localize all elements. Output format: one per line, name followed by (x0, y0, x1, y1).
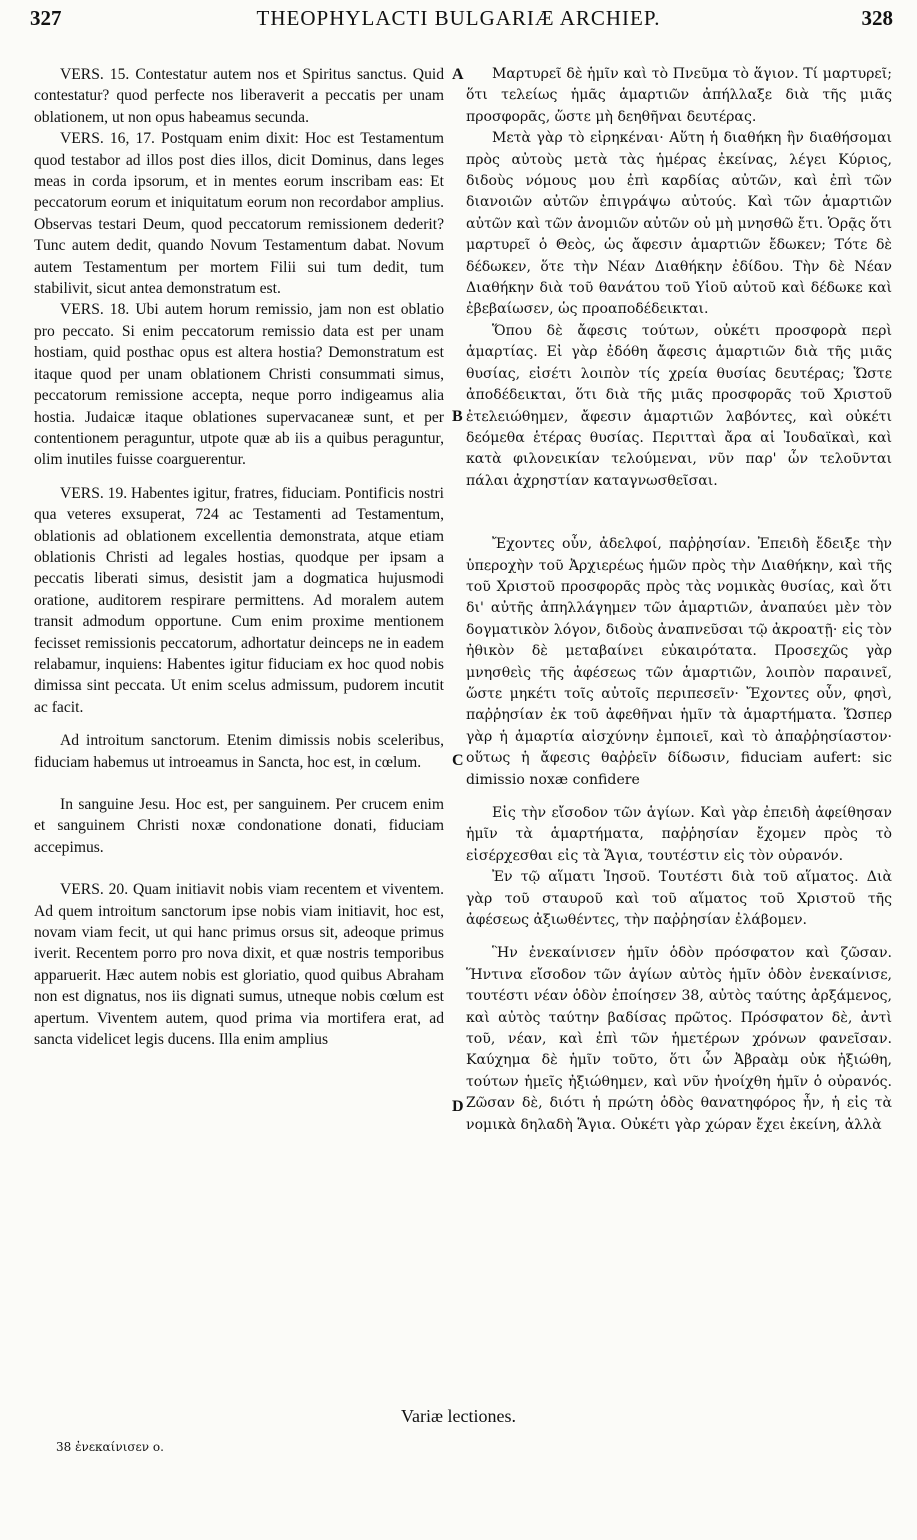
latin-paragraph: VERS. 20. Quam initiavit nobis viam recentem et viventem. Ad quem introitum sanctorum ipse nobis viam initiavit, hoc est, novam viam fecit, ut qui hanc primus orsus sit, adeoque primus iverit. Recentem porro pro nova dixit, et quæ nostris temporibus apparuerit. Hæc autem nobis est gloriatio, quod quibus Abraham non est dignatus, nos iis dignati sumus, utneque nobis cœlum est apertum. Viventem autem, quod prima via mortifera erat, ad sancta videlicet legis ducens. Illa enim amplius (34, 881, 444, 1049)
latin-paragraph: Ad introitum sanctorum. Etenim dimissis nobis sceleribus, fiduciam habemus ut introeamus in Sancta, hoc est, in cœlum. (34, 732, 444, 771)
latin-paragraph: VERS. 18. Ubi autem horum remissio, jam non est oblatio pro peccato. Si enim peccatorum remissio data est per unam hostiam, quid posthac opus est altera hostia? Demonstratum est itaque quod per unam oblationem Christi consummati simus, peccatorum remissione accepta, neque porro indigeamus alia hostia. Judaicæ itaque oblationes supervacaneæ sunt, et per contentionem peraguntur, utpote quæ ab iis a quibus peraguntur, olim inutiles fuisse coarguerentur. (34, 301, 444, 469)
margin-marker: A (452, 66, 464, 83)
greek-paragraph: Μαρτυρεῖ δὲ ἡμῖν καὶ τὸ Πνεῦμα τὸ ἅγιον. Τί μαρτυρεῖ; ὅτι τελείως ἡμᾶς ἁμαρτιῶν ἀπήλλαξε διὰ τῆς μιᾶς προσφορᾶς, ὥστε μὴ δεηθῆναι δευτέρας. (466, 66, 892, 125)
margin-marker: B (452, 408, 463, 425)
page-number-right: 328 (861, 6, 893, 30)
latin-column (34, 64, 444, 1050)
latin-paragraph: VERS. 19. Habentes igitur, fratres, fiduciam. Pontificis nostri qua veteres exsuperat, 724 ac Testamenti ad Testamentum, oblationis ad oblationem excellentia demonstrata, atque etiam oblationis Christi ad legales hostias, quodque per ipsam a peccatis liberati simus, desistit jam a dogmatica hujusmodi oratione, auditorem respirare permittens. Ad moralem autem transit admodum opportune. Cum enim proxime mentionem fecisset remissionis peccatorum, adhortatur deinceps ne in eadem relabamur, inquiens: Habentes igitur fiduciam ex hoc quod nobis dimissa sint peccata. Ut enim scelus admissum, pudorem incutit ac facit. (34, 484, 444, 716)
running-title: THEOPHYLACTI BULGARIÆ ARCHIEP. (256, 6, 661, 30)
latin-paragraph: In sanguine Jesu. Hoc est, per sanguinem. Per crucem enim et sanguinem Christi noxæ condonatione donati, fiduciam accepimus. (34, 796, 444, 856)
greek-paragraph: Εἰς τὴν εἴσοδον τῶν ἁγίων. Καὶ γὰρ ἐπειδὴ ἀφείθησαν ἡμῖν τὰ ἁμαρτήματα, παῤῥησίαν ἔχομεν πρὸς τὸ εἰσέρχεσθαι εἰς τὰ Ἅγια, τουτέστιν εἰς τὸν οὐρανόν. (466, 805, 892, 864)
greek-paragraph: Ὅπου δὲ ἄφεσις τούτων, οὐκέτι προσφορὰ περὶ ἁμαρτίας. Εἰ γὰρ ἐδόθη ἄφεσις ἁμαρτιῶν διὰ τῆς μιᾶς θυσίας, εἰσέτι λοιπὸν τίς χρεία θυσίας δευτέρας; Ὥστε ἀποδέδεικται, ὅτι διὰ τῆς μιᾶς προσφορᾶς τοῦ Χριστοῦ ἐτελειώθημεν, ἄφεσιν ἁμαρτιῶν λαβόντες, καὶ οὐκέτι δεόμεθα ἑτέρας θυσίας. Περιτταὶ ἄρα αἱ Ἰουδαϊκαὶ, καὶ κατὰ φιλονεικίαν τελούμεναι, νῦν παρ' ὧν τελοῦνται πάλαι ἀχρηστίαν καταγνωσθεῖσαι. (466, 322, 892, 489)
greek-paragraph: Μετὰ γὰρ τὸ εἰρηκέναι· Αὕτη ἡ διαθήκη ἣν διαθήσομαι πρὸς αὐτοὺς μετὰ τὰς ἡμέρας ἐκείνας, λέγει Κύριος, διδοὺς νόμους μου ἐπὶ καρδίας αὐτῶν, καὶ ἐπὶ τῶν διανοιῶν αὐτῶν ἐπιγράψω αὐτούς. Καὶ τῶν ἁμαρτιῶν αὐτῶν καὶ τῶν ἀνομιῶν αὐτῶν οὐ μὴ μνησθῶ ἔτι. Ὁρᾷς ὅτι μαρτυρεῖ ὁ Θεὸς, ὡς ἄφεσιν ἁμαρτιῶν ἔδωκεν; Τότε δὲ δέδωκεν, ὅτε τὴν Νέαν Διαθήκην ἐδίδου. Τὴν δὲ Νέαν Διαθήκην διὰ τοῦ θανάτου τοῦ Υἱοῦ αὐτοῦ καὶ δέδωκε καὶ ἐβεβαίωσεν, ὡς προαποδέδεικται. (466, 130, 892, 318)
margin-marker: C (452, 752, 464, 769)
greek-paragraph: Ἣν ἐνεκαίνισεν ἡμῖν ὁδὸν πρόσφατον καὶ ζῶσαν. Ἥντινα εἴσοδον τῶν ἁγίων αὐτὸς ἡμῖν ὁδὸν ἐνεκαίνισε, τουτέστι νέαν ὁδὸν ἐποίησεν 38, αὐτὸς ταύτης ἀρξάμενος, καὶ αὐτὸς ταύτην βαδίσας πρῶτος. Πρόσφατον δὲ, ἀντὶ τοῦ, νέαν, καὶ ἐπὶ τῶν ἡμετέρων χρόνων φανεῖσαν. Καύχημα δὲ ἡμῖν τοῦτο, ὅτι ὧν Ἀβραὰμ οὐκ ἠξιώθη, τούτων ἡμεῖς ἠξιώθημεν, καὶ νῦν ἠνοίχθη ἡμῖν ὁ οὐρανός. Ζῶσαν δὲ, διότι ἡ πρώτη ὁδὸς θανατηφόρος ἦν, ἡ εἰς τὰ νομικὰ δηλαδὴ Ἅγια. Οὐκέτι γὰρ χώραν ἔχει ἐκείνη, ἀλλὰ (466, 945, 892, 1133)
page-number-left: 327 (30, 6, 62, 30)
greek-paragraph: Ἔχοντες οὖν, ἀδελφοί, παῤῥησίαν. Ἐπειδὴ ἔδειξε τὴν ὑπεροχὴν τοῦ Ἀρχιερέως ἡμῶν πρὸς τὴν Διαθήκην, καὶ τῆς τοῦ Χριστοῦ προσφορᾶς πρὸς τὰς νομικὰς θυσίας, καὶ ὅτι δι' αὐτῆς ἀπηλλάγημεν τῶν ἁμαρτιῶν, ἀναπαύει μὲν τὸν δογματικὸν λόγον, διδοὺς ἀναπνεῦσαι τῷ ἀκροατῇ· εἰς τὸν ἠθικὸν δὲ μεταβαίνει εὐκαιρότατα. Προσεχῶς γὰρ μνησθεὶς τῆς ἀφέσεως τῶν ἁμαρτιῶν, λοιπὸν παραινεῖ, ὥστε μηκέτι τοῖς αὐτοῖς περιπεσεῖν· Ἔχοντες οὖν, φησὶ, παῤῥησίαν ἐκ τοῦ ἀφεθῆναι ἡμῖν τὰ ἁμαρτήματα. Ὥσπερ γὰρ ἡ ἁμαρτία αἰσχύνην ἐμποιεῖ, καὶ τὸ ἀπαῤῥησίαστον· οὕτως ἡ ἄφεσις θαῤῥεῖν δίδωσιν, fiduciam aufert: sic dimissio noxæ confidere (466, 536, 892, 788)
greek-paragraph: Ἐν τῷ αἵματι Ἰησοῦ. Τουτέστι διὰ τοῦ αἵματος. Διὰ γὰρ τοῦ σταυροῦ καὶ τοῦ αἵματος τοῦ Χριστοῦ τῆς ἀφέσεως ἀξιωθέντες, τὴν παῤῥησίαν ἐλάβομεν. (466, 869, 892, 929)
latin-paragraph: VERS. 16, 17. Postquam enim dixit: Hoc est Testamentum quod testabor ad illos post dies illos, dicit Dominus, dans leges meas in corda ipsorum, et in mentes eorum inscribam eas: Et peccatorum eorum et iniquitatum eorum non recordabor amplius. Observas testari Deum, quod peccatorum remissionem dederit? Tunc autem dedit, quando Novum Testamentum dabat. Novum autem Testamentum per mortem Filii sui tum dedit, tum stabilivit, sicut antea demonstratum est. (34, 130, 444, 298)
greek-column (466, 64, 892, 1136)
margin-marker: D (452, 1098, 464, 1115)
variae-lectiones-heading: Variæ lectiones. (401, 1406, 516, 1426)
footnote: 38 ἐνεκαίνισεν ο. (56, 1440, 164, 1454)
latin-paragraph: VERS. 15. Contestatur autem nos et Spiritus sanctus. Quid contestatur? quod perfecte nos liberaverit a peccatis per unam oblationem, ut non opus habeamus secunda. (34, 66, 444, 126)
